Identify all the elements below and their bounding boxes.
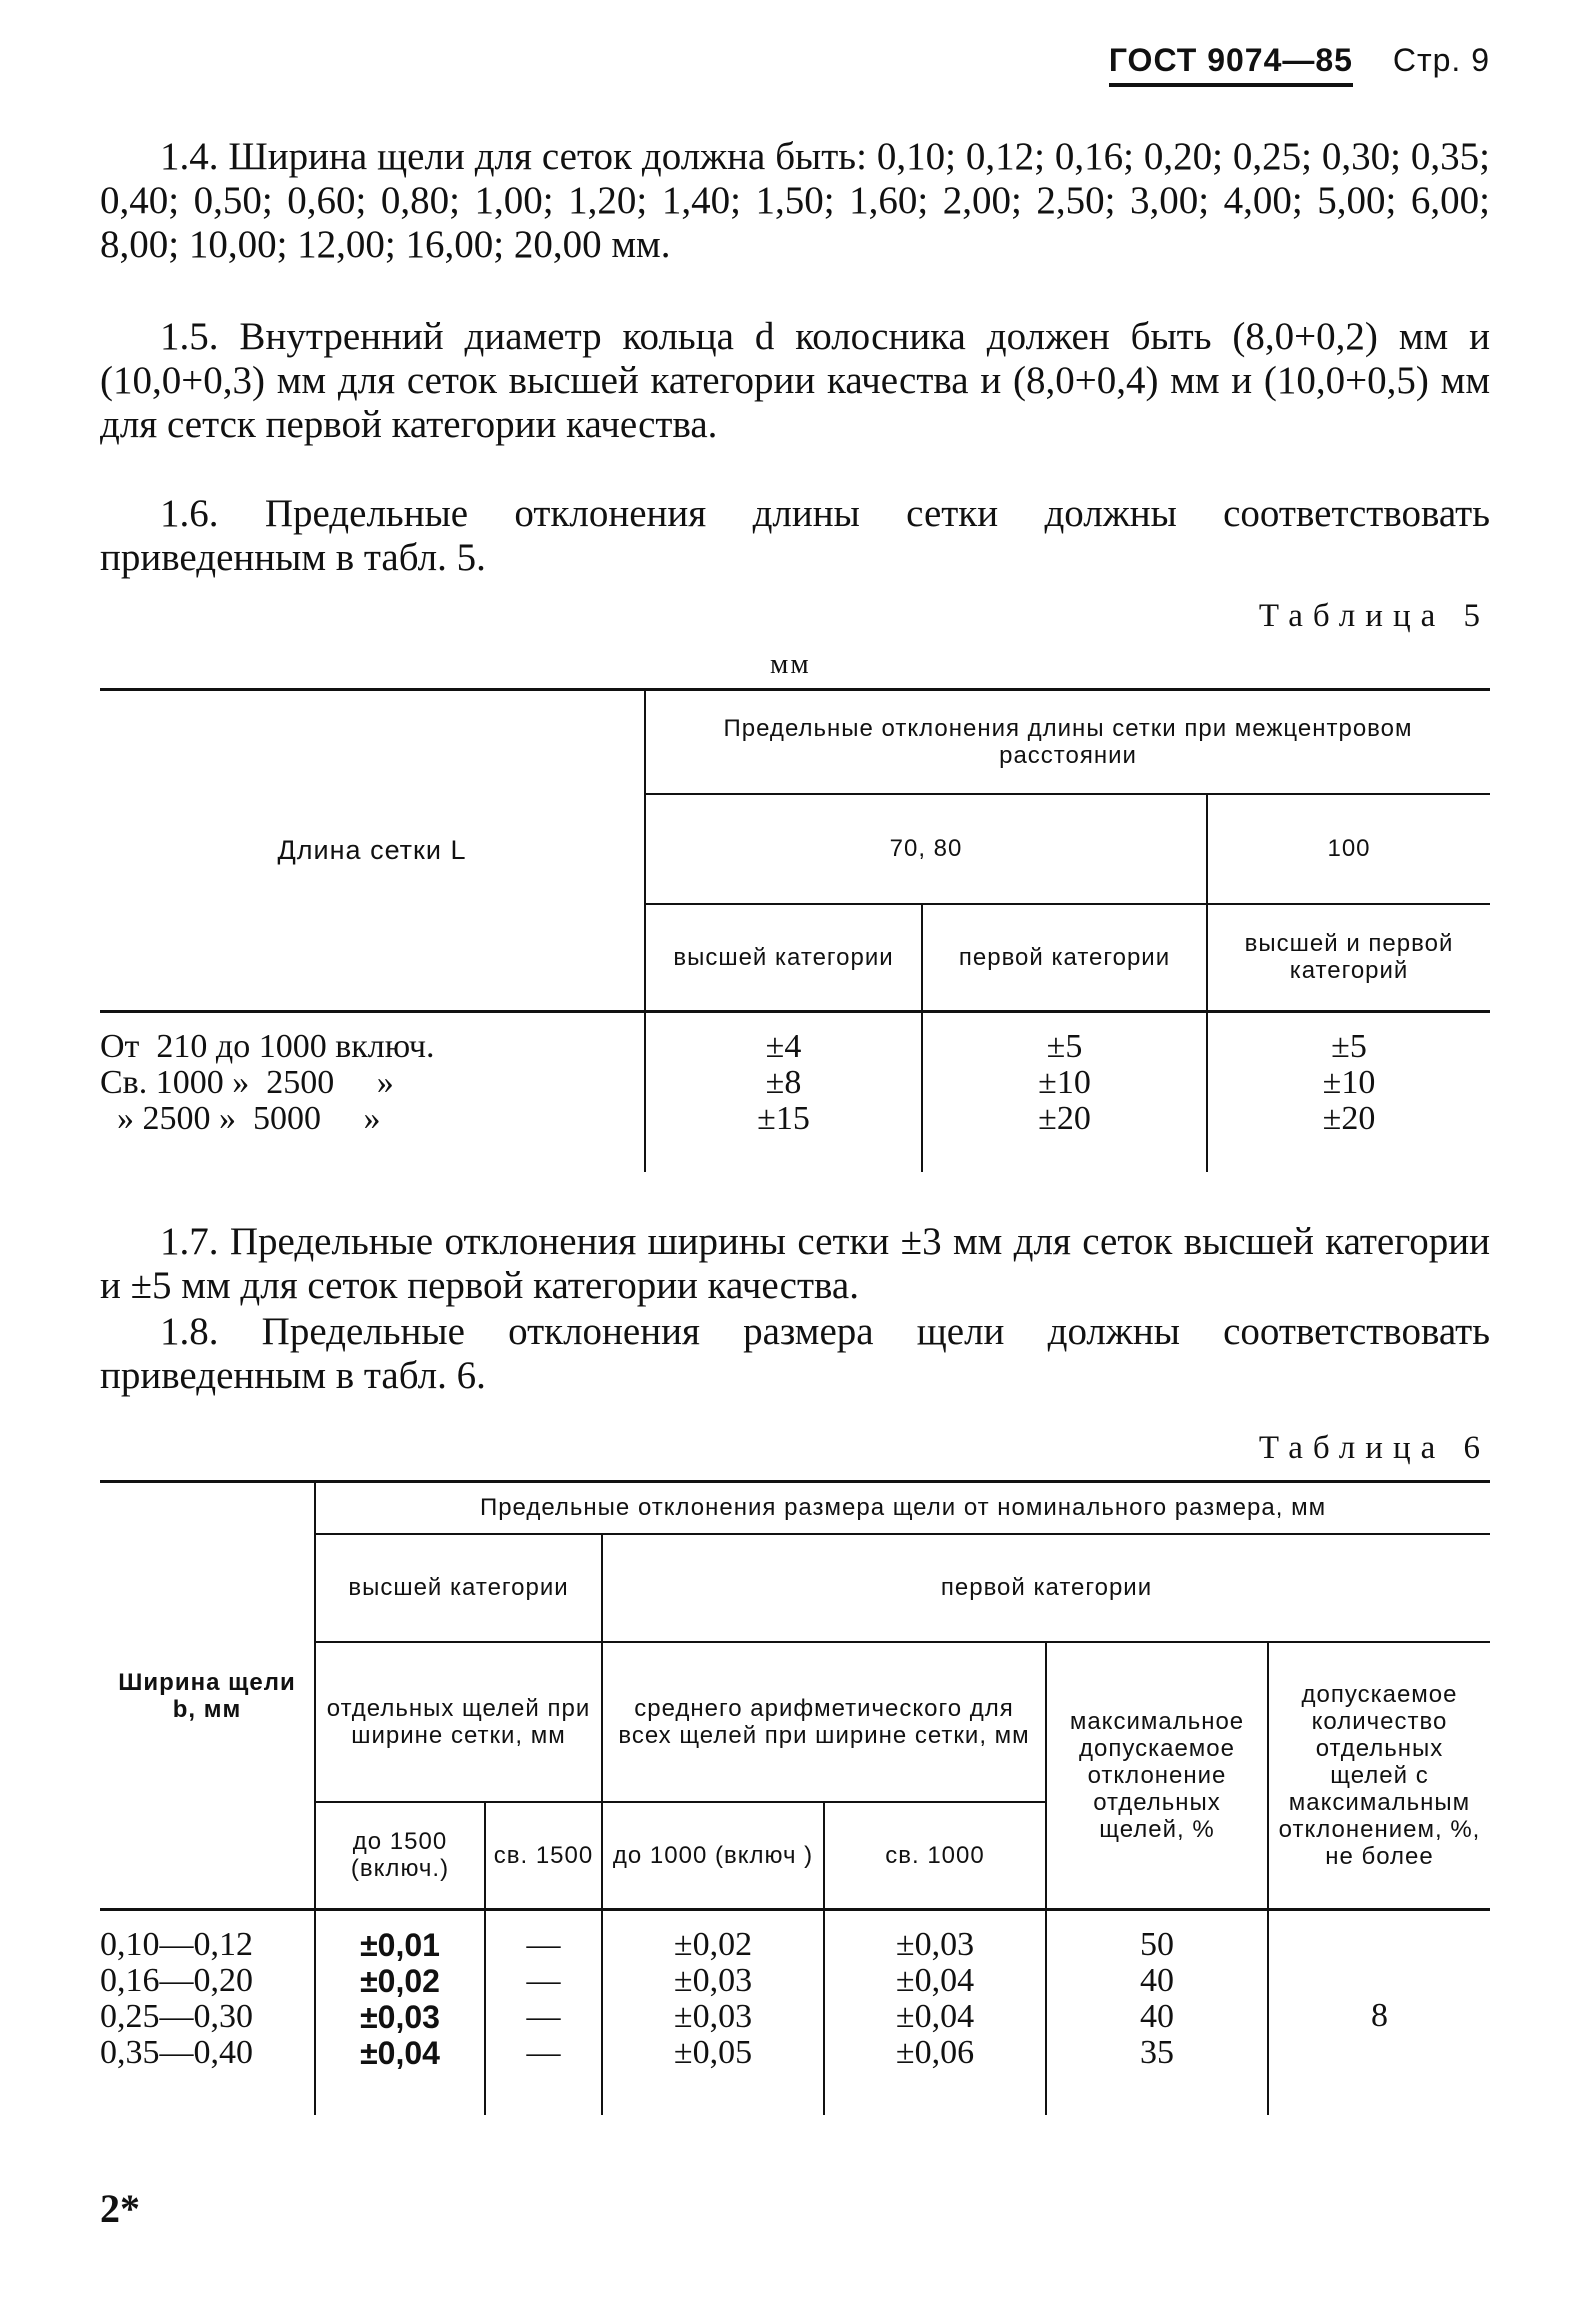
t6-header-width: Ширина щели b, мм xyxy=(100,1482,315,1910)
clause-1-7-text: 1.7. Предельные отклонения ширины сетки ±3 мм для сеток высшей категории и ±5 мм для сеток первой категории качества. xyxy=(100,1220,1490,1307)
t6-allowed-count-value: 8 xyxy=(1268,1910,1490,2115)
t6-header-upto1500: до 1500 (включ.) xyxy=(315,1802,485,1910)
clause-1-4 xyxy=(100,135,1490,267)
t6-upto1000-values: ±0,02 ±0,03 ±0,03 ±0,05 xyxy=(602,1910,824,2115)
t6-header-over1000: св. 1000 xyxy=(824,1802,1046,1910)
clause-1-8 xyxy=(100,1310,1490,1398)
document-page xyxy=(100,0,1490,2300)
t5-header-7080: 70, 80 xyxy=(645,794,1207,904)
t5-high-values: ±4 ±8 ±15 xyxy=(645,1012,922,1172)
t6-header-allowed-count: допускаемое количество отдельных щелей с максимальным отклонением, %, не более xyxy=(1268,1642,1490,1910)
t5-both-values: ±5 ±10 ±20 xyxy=(1207,1012,1490,1172)
clause-1-6-text: 1.6. Предельные отклонения длины сетки должны соответствовать приведенным в табл. 5. xyxy=(100,492,1490,579)
clause-1-8-text: 1.8. Предельные отклонения размера щели должны соответствовать приведенным в табл. 6. xyxy=(100,1310,1490,1397)
t5-header-first: первой категории xyxy=(922,904,1207,1012)
t6-header-high: высшей категории xyxy=(315,1534,602,1642)
t6-upto1500-values: ±0,01 ±0,02 ±0,03 ±0,04 xyxy=(315,1910,485,2115)
table6-caption: Таблица 6 xyxy=(1258,1430,1490,1466)
clause-1-6 xyxy=(100,492,1490,580)
t6-header-upto1000: до 1000 (включ ) xyxy=(602,1802,824,1910)
t5-header-100: 100 xyxy=(1207,794,1490,904)
page-number: Стр. 9 xyxy=(1392,42,1490,78)
t6-over1000-values: ±0,03 ±0,04 ±0,04 ±0,06 xyxy=(824,1910,1046,2115)
t6-header-first: первой категории xyxy=(602,1534,1490,1642)
t6-header-individual: отдельных щелей при ширине сетки, мм xyxy=(315,1642,602,1802)
t6-widths: 0,10—0,12 0,16—0,20 0,25—0,30 0,35—0,40 xyxy=(100,1926,253,2071)
table-5 xyxy=(100,688,1490,1172)
clause-1-4-text: 1.4. Ширина щели для сеток должна быть: 0,10; 0,12; 0,16; 0,20; 0,25; 0,30; 0,35; 0,40; 0,50; 0,60; 0,80; 1,00; 1,20; 1,40; 1,50; 1,60; 2,00; 2,50; 3,00; 4,00; 5,00; 6,00; 8,00; 10,00; 12,00; 16,00; 20,00 мм. xyxy=(100,135,1490,266)
t5-header-both: высшей и первой категорий xyxy=(1207,904,1490,1012)
clause-1-5 xyxy=(100,315,1490,447)
t6-header-group: Предельные отклонения размера щели от номинального размера, мм xyxy=(315,1482,1490,1534)
t5-header-high: высшей категории xyxy=(645,904,922,1012)
clause-1-7 xyxy=(100,1220,1490,1308)
t6-over1500-values: — — — — xyxy=(485,1910,602,2115)
t6-header-average: среднего арифметического для всех щелей при ширине сетки, мм xyxy=(602,1642,1046,1802)
page-header xyxy=(1109,42,1490,87)
t5-first-values: ±5 ±10 ±20 xyxy=(922,1012,1207,1172)
table-6 xyxy=(100,1480,1490,2115)
page-footer-mark: 2* xyxy=(100,2186,140,2231)
table5-caption: Таблица 5 xyxy=(1258,598,1490,634)
standard-number: ГОСТ 9074—85 xyxy=(1109,42,1353,87)
t5-header-group: Предельные отклонения длины сетки при межцентровом расстоянии xyxy=(645,690,1490,794)
t6-header-max-dev: максимальное допускаемое отклонение отдельных щелей, % xyxy=(1046,1642,1268,1910)
t6-max-dev-values: 50 40 40 35 xyxy=(1046,1910,1268,2115)
clause-1-5-text: 1.5. Внутренний диаметр кольца d колосника должен быть (8,0+0,2) мм и (10,0+0,3) мм для сеток высшей категории качества и (8,0+0,4) мм и (10,0+0,5) мм для сетск первой категории качества. xyxy=(100,315,1490,446)
table5-units: мм xyxy=(770,648,811,680)
t5-lengths: От 210 до 1000 включ. Св. 1000 » 2500 » » 2500 » 5000 » xyxy=(100,1028,435,1137)
t5-header-length: Длина сетки L xyxy=(100,690,645,1012)
t6-header-over1500: св. 1500 xyxy=(485,1802,602,1910)
